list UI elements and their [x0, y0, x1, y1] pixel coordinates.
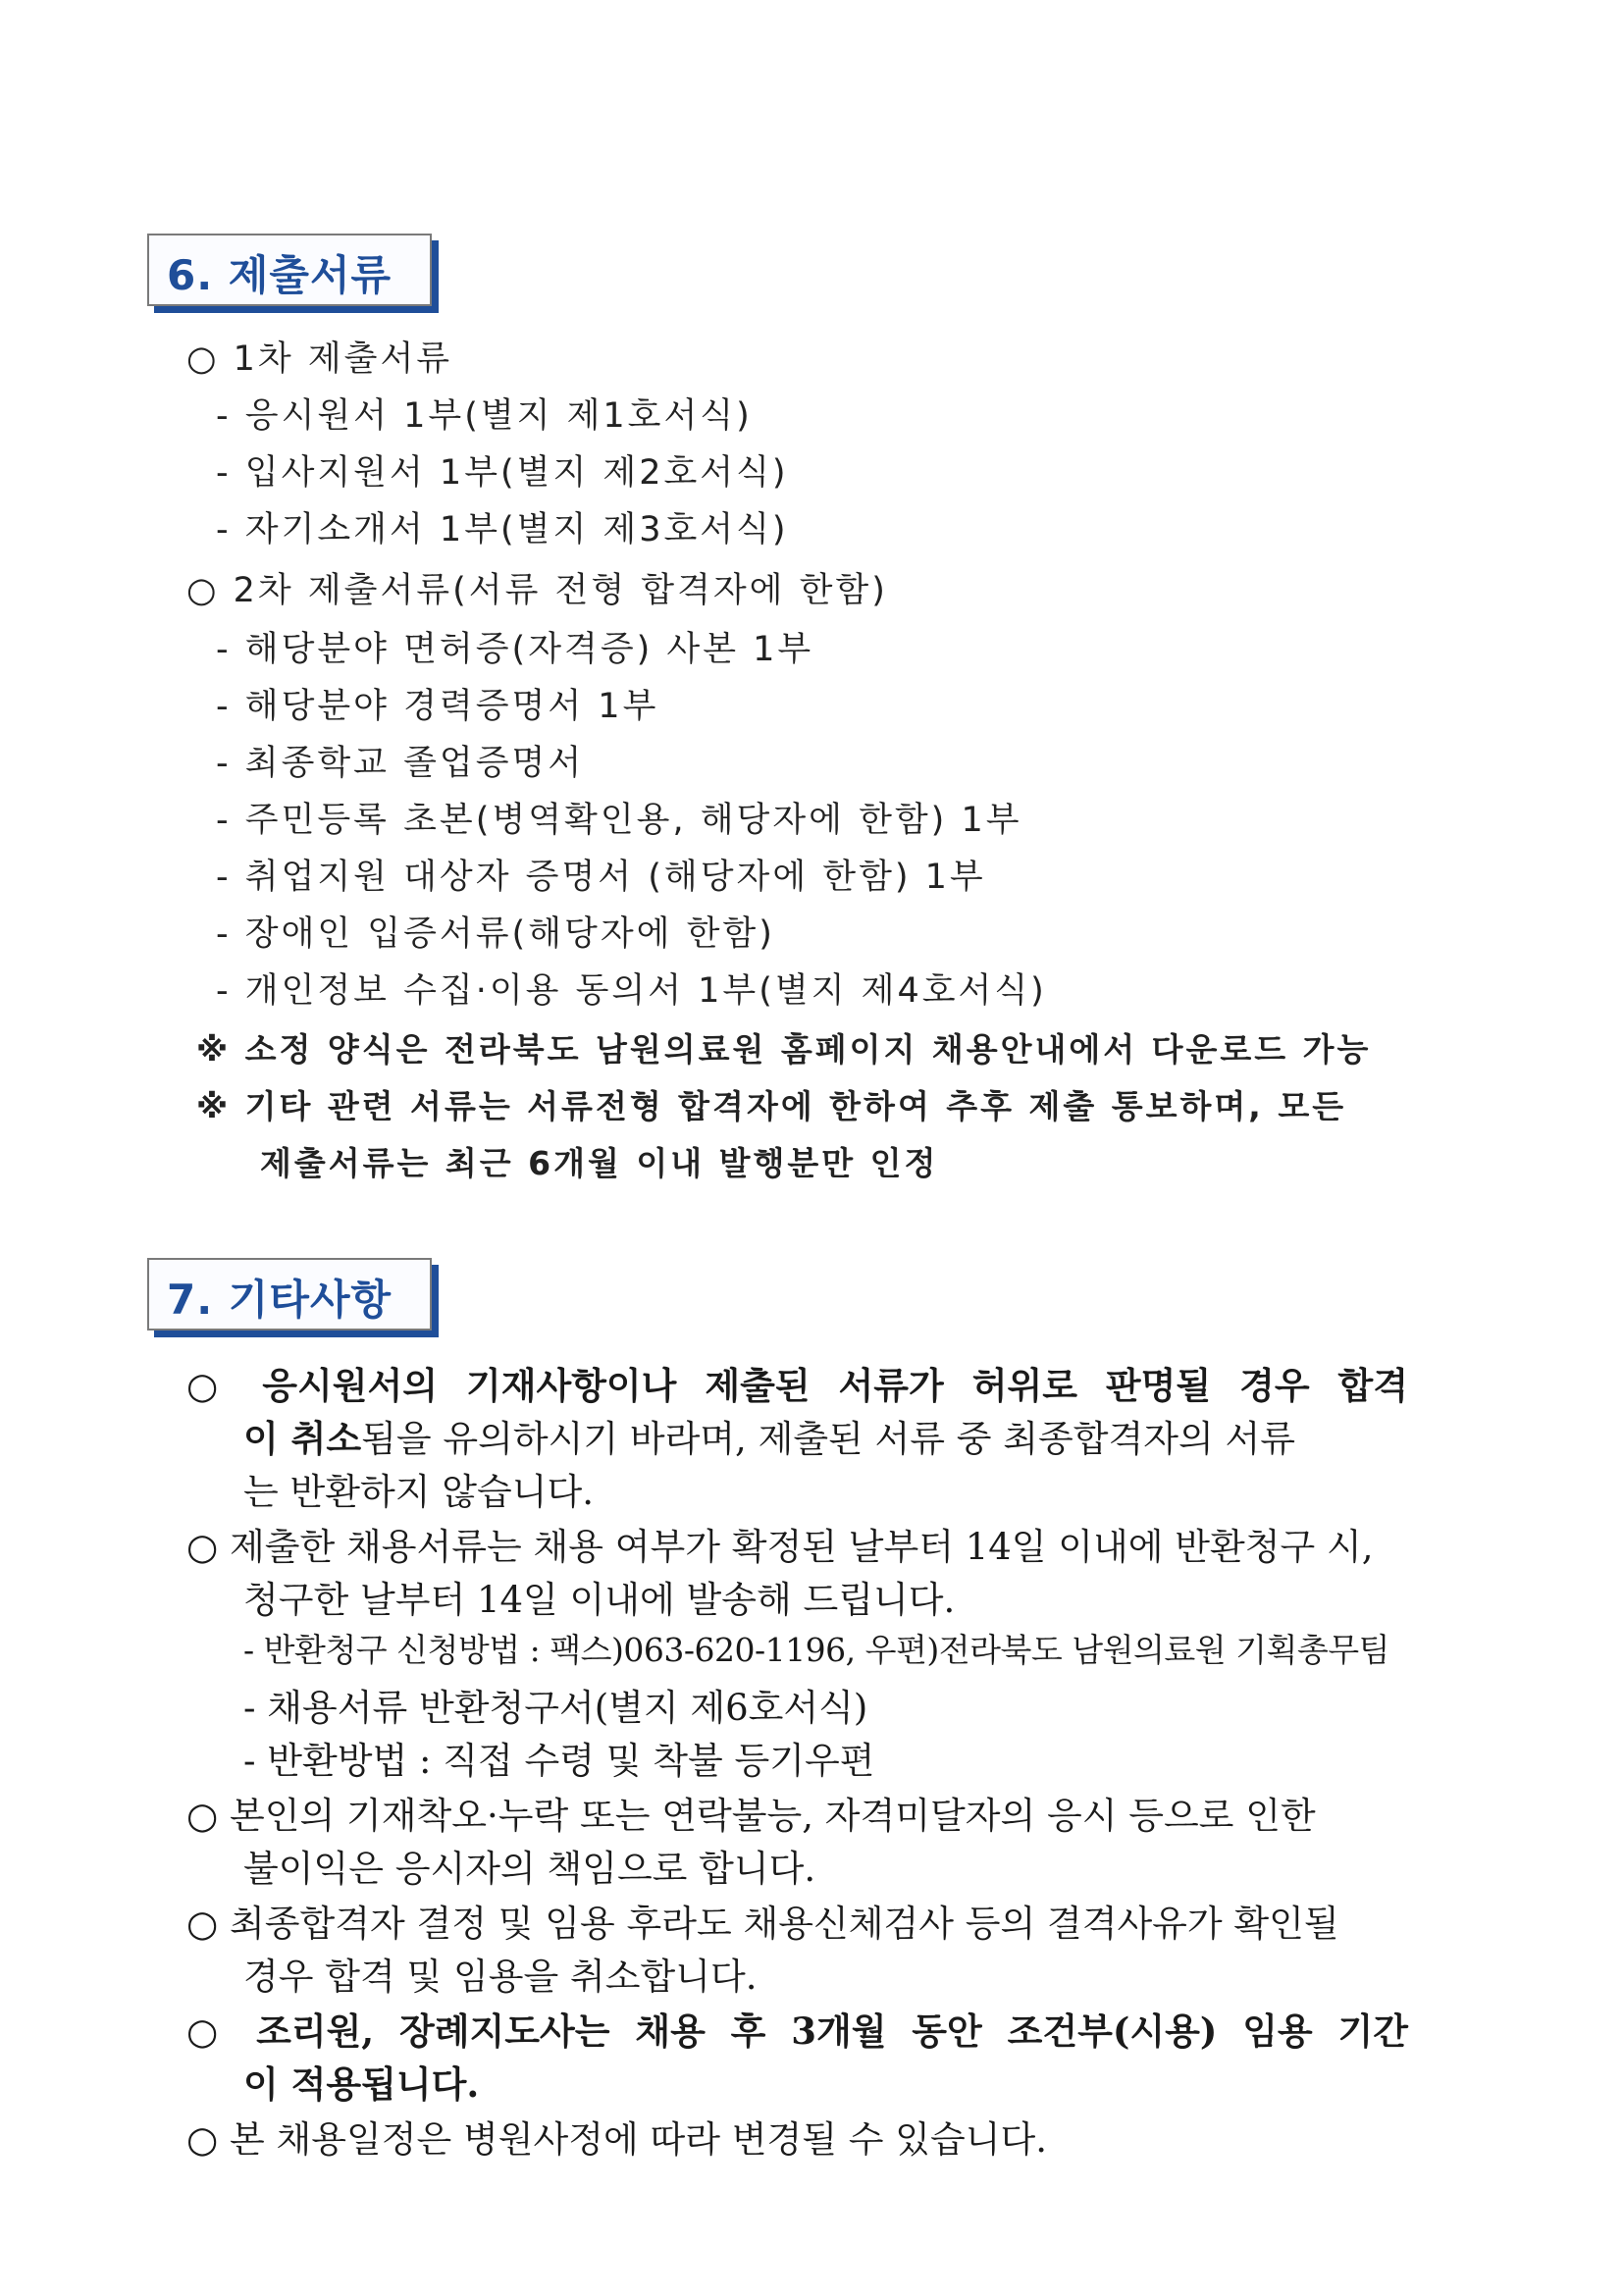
schedule-change-notice: ○ 본 채용일정은 병원사정에 따라 변경될 수 있습니다. — [186, 2118, 1047, 2161]
second-submission-item: - 개인정보 수집·이용 동의서 1부(별지 제4호서식) — [216, 971, 1047, 1011]
second-submission-item: - 주민등록 초본(병역확인용, 해당자에 한함) 1부 — [216, 801, 1022, 840]
probation-notice: ○ 조리원, 장례지도사는 채용 후 3개월 동안 조건부(시용) 임용 기간 — [186, 2009, 1408, 2053]
false-document-notice-line3: 는 반환하지 않습니다. — [243, 1471, 594, 1513]
applicant-responsibility-notice: ○ 본인의 기재착오·누락 또는 연락불능, 자격미달자의 응시 등으로 인한 — [186, 1795, 1316, 1837]
disqualification-notice-line2: 경우 합격 및 임용을 취소합니다. — [243, 1956, 758, 1998]
false-document-notice: ○ 응시원서의 기재사항이나 제출된 서류가 허위로 판명될 경우 합격 — [186, 1364, 1408, 1407]
section7-title: 7. 기타사항 — [167, 1276, 393, 1324]
document-return-notice: ○ 제출한 채용서류는 채용 여부가 확정된 날부터 14일 이내에 반환청구 시, — [186, 1526, 1374, 1568]
second-submission-item: - 장애인 입증서류(해당자에 한함) — [216, 914, 775, 954]
second-submission-item: - 최종학교 졸업증명서 — [216, 744, 585, 783]
section6-title: 6. 제출서류 — [167, 251, 393, 299]
additional-documents-note-cont: 제출서류는 최근 6개월 이내 발행분만 인정 — [260, 1144, 939, 1182]
section7-header-box — [147, 1258, 432, 1331]
additional-documents-note: ※ 기타 관련 서류는 서류전형 합격자에 한하여 추후 제출 통보하며, 모든 — [196, 1087, 1347, 1125]
return-request-form: - 채용서류 반환청구서(별지 제6호서식) — [243, 1687, 868, 1729]
section6-header-box — [147, 234, 432, 306]
second-submission-item: - 해당분야 경력증명서 1부 — [216, 687, 659, 726]
first-submission-item: - 자기소개서 1부(별지 제3호서식) — [216, 510, 789, 549]
return-request-method: - 반환청구 신청방법 : 팩스)063-620-1196, 우편)전라북도 남원의료원 기획총무팀 — [243, 1631, 1390, 1669]
disqualification-notice: ○ 최종합격자 결정 및 임용 후라도 채용신체검사 등의 결격사유가 확인될 — [186, 1903, 1339, 1945]
false-document-notice-line2: 이 취소됨을 유의하시기 바라며, 제출된 서류 중 최종합격자의 서류 — [243, 1417, 1296, 1460]
applicant-responsibility-notice-line2: 불이익은 응시자의 책임으로 합니다. — [243, 1848, 816, 1890]
second-submission-item: - 해당분야 면허증(자격증) 사본 1부 — [216, 630, 814, 669]
second-submission-item: - 취업지원 대상자 증명서 (해당자에 한함) 1부 — [216, 858, 986, 897]
first-submission-heading: ○ 1차 제출서류 — [186, 339, 453, 379]
first-submission-item: - 응시원서 1부(별지 제1호서식) — [216, 396, 753, 436]
probation-notice-line2: 이 적용됩니다. — [243, 2062, 480, 2106]
second-submission-heading: ○ 2차 제출서류(서류 전형 합격자에 한함) — [186, 571, 888, 610]
form-download-note: ※ 소정 양식은 전라북도 남원의료원 홈페이지 채용안내에서 다운로드 가능 — [196, 1030, 1372, 1069]
document-return-notice-line2: 청구한 날부터 14일 이내에 발송해 드립니다. — [243, 1579, 956, 1621]
first-submission-item: - 입사지원서 1부(별지 제2호서식) — [216, 453, 789, 493]
return-method: - 반환방법 : 직접 수령 및 착불 등기우편 — [243, 1740, 875, 1782]
